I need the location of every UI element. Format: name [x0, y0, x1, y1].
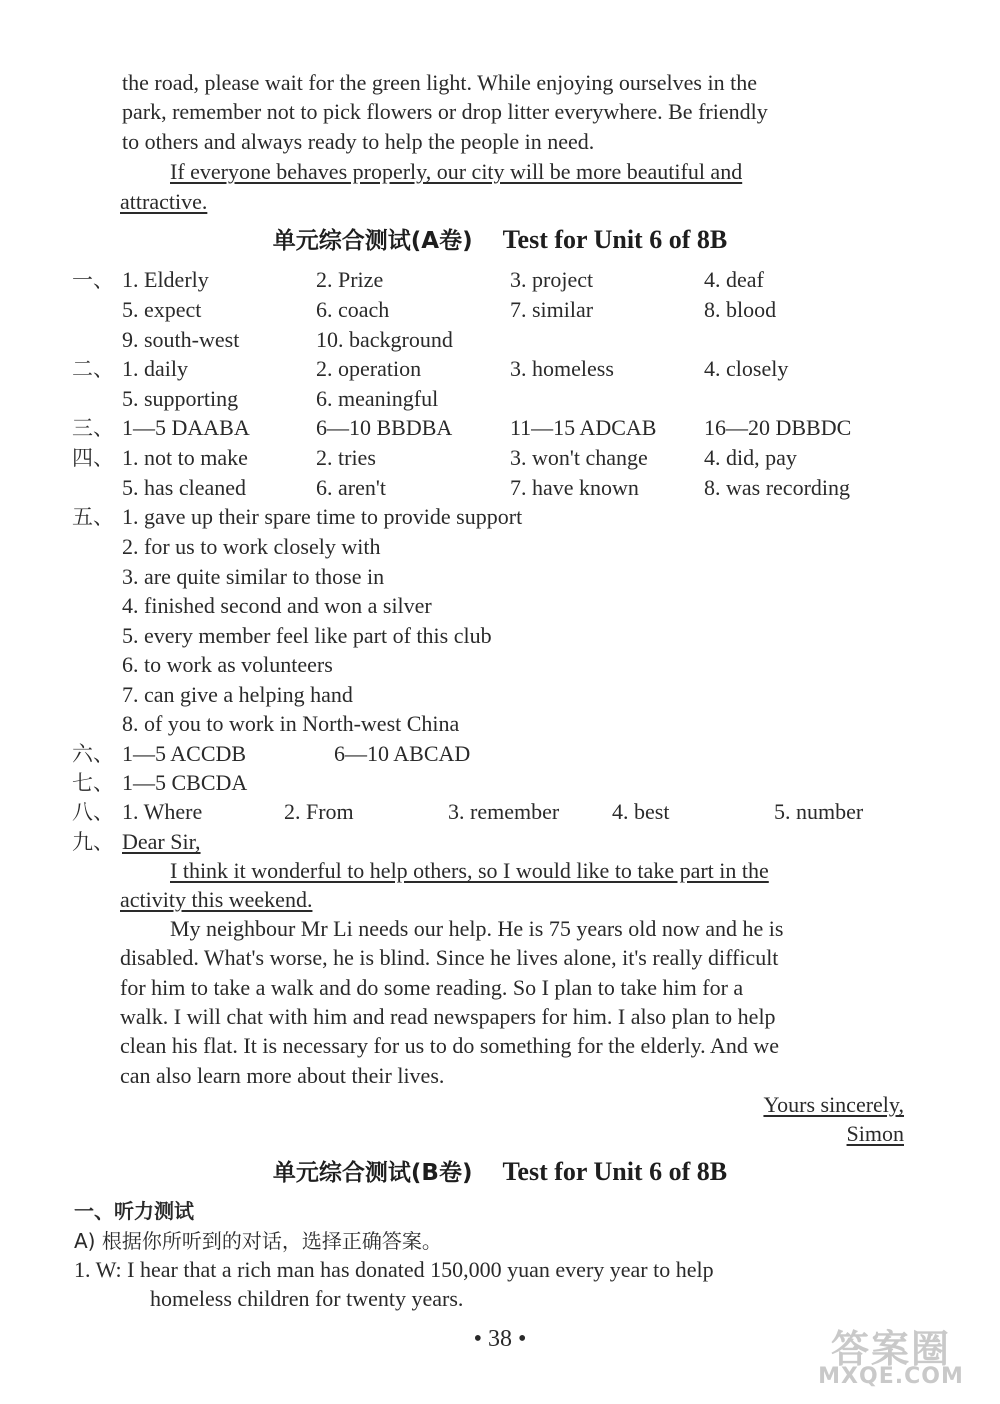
answer-cell: 8. blood	[704, 297, 777, 322]
site-watermark	[796, 1318, 986, 1396]
section-5-item: 2. for us to work closely with	[122, 534, 381, 559]
answer-cell: 5. supporting	[122, 386, 239, 411]
section-8-item: 5. number	[774, 799, 864, 824]
section-3-label: 三、	[72, 416, 114, 440]
answer-cell: 8. was recording	[704, 475, 851, 500]
answer-cell: 9. south-west	[122, 327, 240, 352]
letter-closing: Yours sincerely,	[763, 1092, 904, 1117]
section-8-item: 3. remember	[448, 799, 560, 824]
answer-cell: 6. aren't	[316, 475, 386, 500]
answer-cell: 4. did, pay	[704, 445, 797, 470]
section-4-label: 四、	[72, 446, 114, 470]
letter-body-line: walk. I will chat with him and read newspapers for him. I also plan to help	[120, 1004, 776, 1029]
section-5-item: 6. to work as volunteers	[122, 652, 333, 677]
section-5-label: 五、	[72, 505, 114, 529]
letter-opening-line-2: activity this weekend.	[120, 887, 313, 912]
section-1-label: 一、	[72, 268, 114, 292]
answer-cell: 1—5 DAABA	[122, 415, 250, 440]
section-7-label: 七、	[72, 771, 114, 795]
page-number: • 38 •	[473, 1326, 527, 1352]
section-8-item: 2. From	[284, 799, 354, 824]
section-7-answer: 1—5 CBCDA	[122, 770, 248, 795]
section-5-item: 4. finished second and won a silver	[122, 593, 432, 618]
section-5-item: 5. every member feel like part of this club	[122, 623, 492, 648]
answer-cell: 11—15 ADCAB	[510, 415, 657, 440]
section-5-item: 3. are quite similar to those in	[122, 564, 385, 589]
answer-cell: 3. project	[510, 267, 594, 292]
intro-line-1: the road, please wait for the green light. While enjoying ourselves in the	[122, 70, 757, 95]
letter-body-line: can also learn more about their lives.	[120, 1063, 445, 1088]
question-1-line-2: homeless children for twenty years.	[150, 1286, 464, 1311]
test-b-title-en: Test for Unit 6 of 8B	[502, 1157, 728, 1186]
letter-signature: Simon	[846, 1121, 904, 1146]
letter-opening-line-1: I think it wonderful to help others, so I would like to take part in the	[170, 858, 769, 883]
conclusion-line-2: attractive.	[120, 189, 208, 214]
letter-body-line: clean his flat. It is necessary for us to do something for the elderly. And we	[120, 1033, 780, 1058]
answer-cell: 3. won't change	[510, 445, 648, 470]
watermark-logo-text: 答案圈	[830, 1327, 951, 1371]
section-8-item: 4. best	[612, 799, 670, 824]
section-9-label: 九、	[72, 830, 114, 854]
answer-cell: 2. operation	[316, 356, 422, 381]
test-b-heading	[0, 1156, 1000, 1189]
listening-instruction: A) 根据你所听到的对话，选择正确答案。	[74, 1229, 442, 1253]
answer-cell: 5. has cleaned	[122, 475, 246, 500]
listening-section-title: 一、听力测试	[74, 1199, 194, 1223]
answer-cell: 6. meaningful	[316, 386, 439, 411]
answer-cell: 6—10 BBDBA	[316, 415, 453, 440]
answer-cell: 7. similar	[510, 297, 594, 322]
answer-cell: 2. Prize	[316, 267, 384, 292]
section-6-answer-a: 1—5 ACCDB	[122, 741, 247, 766]
answer-cell: 2. tries	[316, 445, 376, 470]
conclusion-line-1: If everyone behaves properly, our city will be more beautiful and	[170, 159, 743, 184]
watermark-url: MXQE.COM	[818, 1364, 964, 1389]
answer-cell: 1. not to make	[122, 445, 248, 470]
answer-cell: 4. deaf	[704, 267, 764, 292]
intro-line-2: park, remember not to pick flowers or drop litter everywhere. Be friendly	[122, 99, 768, 124]
test-a-heading	[0, 224, 1000, 257]
letter-body-line: for him to take a walk and do some reading. So I plan to take him for a	[120, 975, 744, 1000]
section-2-label: 二、	[72, 357, 114, 381]
answer-cell: 5. expect	[122, 297, 202, 322]
section-6-label: 六、	[72, 742, 114, 766]
section-8-label: 八、	[72, 800, 114, 824]
answer-cell: 7. have known	[510, 475, 639, 500]
answer-cell: 10. background	[316, 327, 453, 352]
answer-cell: 1. Elderly	[122, 267, 209, 292]
answer-cell: 4. closely	[704, 356, 789, 381]
answer-cell: 16—20 DBBDC	[704, 415, 852, 440]
answer-cell: 3. homeless	[510, 356, 614, 381]
letter-body-line: disabled. What's worse, he is blind. Since he lives alone, it's really difficult	[120, 945, 779, 970]
section-8-item: 1. Where	[122, 799, 203, 824]
section-5-item: 7. can give a helping hand	[122, 682, 353, 707]
test-a-title-cn: 单元综合测试(A卷)	[272, 228, 473, 254]
letter-greeting: Dear Sir,	[122, 829, 201, 854]
answer-cell: 1. daily	[122, 356, 188, 381]
test-b-title-cn: 单元综合测试(B卷)	[272, 1160, 473, 1186]
question-1-line-1: 1. W: I hear that a rich man has donated 150,000 yuan every year to help	[74, 1257, 714, 1282]
letter-body-line: My neighbour Mr Li needs our help. He is 75 years old now and he is	[170, 916, 784, 941]
intro-line-3: to others and always ready to help the people in need.	[122, 129, 595, 154]
section-6-answer-b: 6—10 ABCAD	[334, 741, 471, 766]
test-a-title-en: Test for Unit 6 of 8B	[502, 225, 728, 254]
section-5-item: 8. of you to work in North-west China	[122, 711, 460, 736]
section-5-item: 1. gave up their spare time to provide support	[122, 504, 523, 529]
answer-cell: 6. coach	[316, 297, 390, 322]
